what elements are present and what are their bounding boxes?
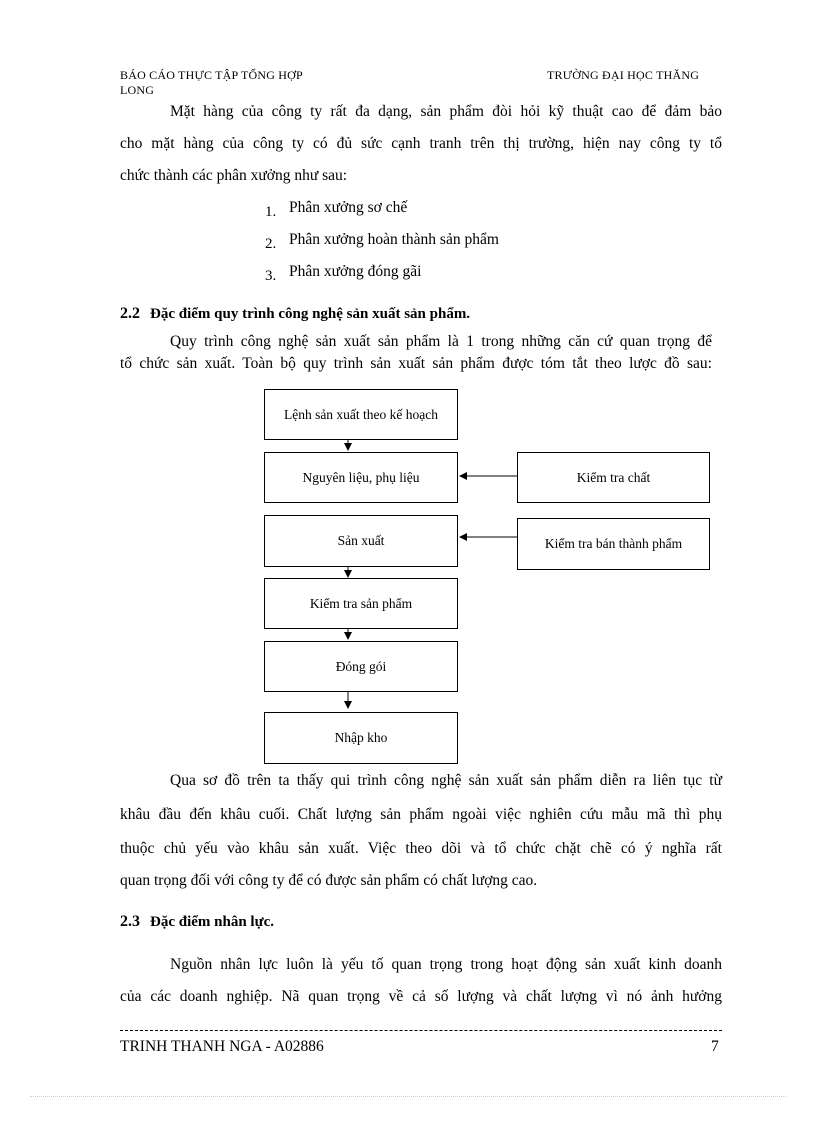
page-number: 7 xyxy=(711,1038,719,1055)
list-item-number: 1. xyxy=(265,204,277,220)
intro-line-1: Mặt hàng của công ty rất đa dạng, sản phẩm đòi hỏi kỹ thuật cao để đảm bảo xyxy=(170,103,722,120)
footer-author: TRINH THANH NGA - A02886 xyxy=(120,1038,324,1055)
list-item: Phân xưởng đóng gãi xyxy=(289,263,422,280)
flow-step-production-order: Lệnh sản xuất theo kế hoạch xyxy=(264,389,458,440)
header-left-title: BÁO CÁO THỰC TẬP TỔNG HỢP xyxy=(120,68,303,82)
conclusion-line-2: khâu đầu đến khâu cuối. Chất lượng sản phẩm ngoài việc nghiên cứu mẫu mã thì phụ xyxy=(120,806,722,823)
section-2-3-line-2: của các doanh nghiệp. Nã quan trọng về cả số lượng và chất lượng vì nó ảnh hưởng xyxy=(120,988,722,1005)
flow-step-warehousing: Nhập kho xyxy=(264,712,458,764)
list-item: Phân xưởng sơ chế xyxy=(289,199,408,216)
conclusion-line-1: Qua sơ đồ trên ta thấy qui trình công nghệ sản xuất sản phẩm diễn ra liên tục từ xyxy=(170,772,722,789)
section-2-3-line-1: Nguồn nhân lực luôn là yếu tố quan trọng trong hoạt động sản xuất kinh doanh xyxy=(170,956,722,973)
flow-step-product-inspection: Kiểm tra sản phẩm xyxy=(264,578,458,629)
list-item-number: 3. xyxy=(265,268,277,284)
flow-step-materials: Nguyên liệu, phụ liệu xyxy=(264,452,458,503)
header-right-title: TRƯỜNG ĐẠI HỌC THĂNG xyxy=(547,68,700,82)
page-bottom-border xyxy=(30,1096,786,1097)
flow-side-quality-check: Kiểm tra chất xyxy=(517,452,710,503)
conclusion-line-3: thuộc chủ yếu vào khâu sản xuất. Việc theo dõi và tổ chức chặt chẽ có ý nghĩa rất xyxy=(120,840,722,857)
list-item-number: 2. xyxy=(265,236,277,252)
section-number: 2.2 xyxy=(120,305,140,322)
section-number: 2.3 xyxy=(120,913,140,930)
flow-step-packaging: Đóng gói xyxy=(264,641,458,692)
section-2-2-line-1: Quy trình công nghệ sản xuất sản phẩm là 1 trong những căn cứ quan trọng để xyxy=(170,333,712,350)
header-left-continuation: LONG xyxy=(120,83,155,97)
flow-side-semi-product-check: Kiểm tra bán thành phẩm xyxy=(517,518,710,570)
section-heading-2-3 xyxy=(120,913,274,931)
conclusion-line-4: quan trọng đối với công ty để có được sản phẩm có chất lượng cao. xyxy=(120,872,538,889)
intro-line-2: cho mặt hàng của công ty có đủ sức cạnh tranh trên thị trường, hiện nay công ty tổ xyxy=(120,135,722,152)
section-2-2-line-2: tổ chức sản xuất. Toàn bộ quy trình sản xuất sản phẩm được tóm tắt theo lược đồ sau: xyxy=(120,355,712,372)
intro-line-3: chức thành các phân xưởng như sau: xyxy=(120,167,348,184)
footer-divider xyxy=(120,1030,722,1031)
flow-step-production: Sản xuất xyxy=(264,515,458,567)
section-title: Đặc điểm quy trình công nghệ sản xuất sản phẩm. xyxy=(150,306,471,322)
list-item: Phân xưởng hoàn thành sản phẩm xyxy=(289,231,499,248)
section-title: Đặc điểm nhân lực. xyxy=(150,914,275,930)
